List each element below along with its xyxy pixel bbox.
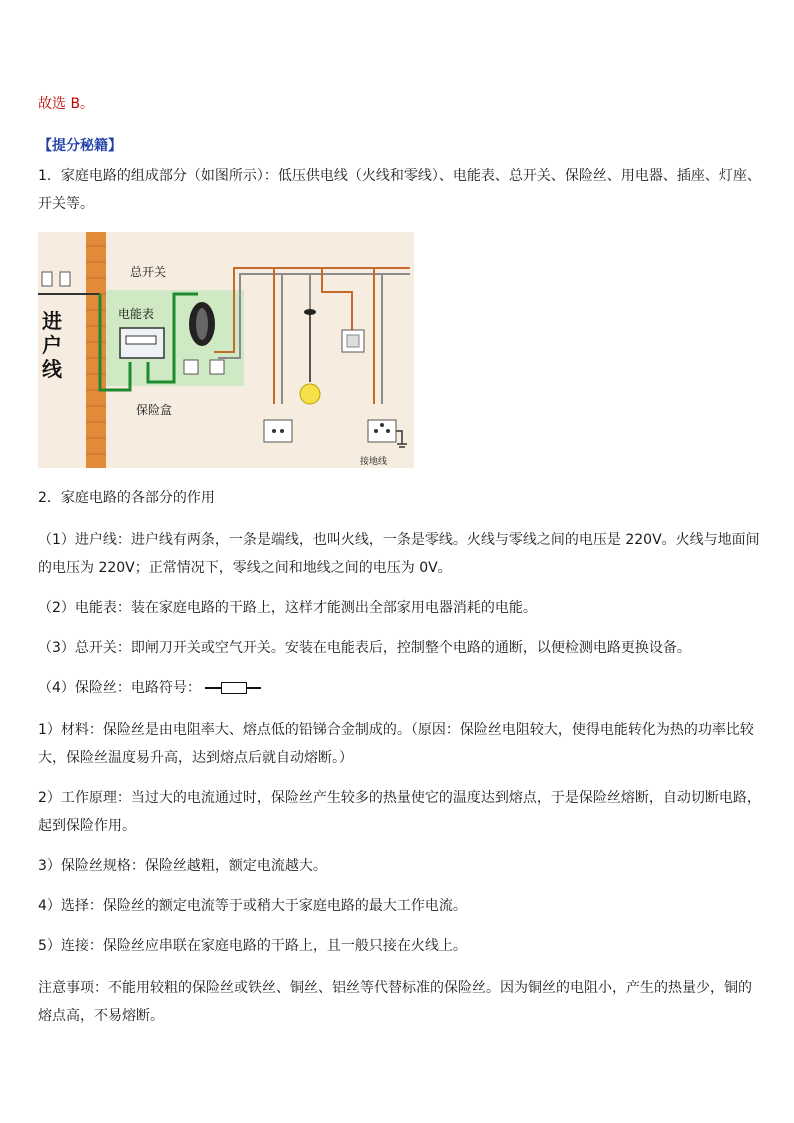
connect-text: 5）连接：保险丝应串联在家庭电路的干路上，且一般只接在火线上。 xyxy=(38,938,467,954)
point2-title: 2．家庭电路的各部分的作用 xyxy=(38,490,215,506)
label-ground: 接地线 xyxy=(360,456,388,466)
spec-text: 3）保险丝规格：保险丝越粗，额定电流越大。 xyxy=(38,858,327,874)
point1-line1: 1．家庭电路的组成部分（如图所示）：低压供电线（火线和零线）、电能表、总开关、保险丝、用电器、插座、灯座、 xyxy=(38,168,761,184)
label-entry-3: 线 xyxy=(42,359,62,381)
point1-line2: 开关等。 xyxy=(38,196,94,212)
label-main-switch: 总开关 xyxy=(130,265,167,279)
brick-wall xyxy=(86,232,106,468)
answer-text: 故选 B。 xyxy=(38,96,95,112)
fuse-box-2 xyxy=(210,360,224,374)
meter-text: （2）电能表：装在家庭电路的干路上，这样才能测出全部家用电器消耗的电能。 xyxy=(38,600,537,616)
principle-text-1: 2）工作原理：当过大的电流通过时，保险丝产生较多的热量使它的温度达到熔点，于是保险丝熔断，自动切断电路， xyxy=(38,790,761,806)
label-entry-2: 户 xyxy=(42,335,62,357)
material-text-2: 大，保险丝温度易升高，达到熔点后就自动熔断。） xyxy=(38,750,353,766)
label-meter: 电能表 xyxy=(118,307,155,321)
note-text-2: 熔点高，不易熔断。 xyxy=(38,1008,164,1024)
fuse-symbol-icon xyxy=(205,682,261,694)
choice-text: 4）选择：保险丝的额定电流等于或稍大于家庭电路的最大工作电流。 xyxy=(38,898,467,914)
material-text-1: 1）材料：保险丝是由电阻率大、熔点低的铅锑合金制成的。（原因：保险丝电阻较大，使得电能转化为热的功率比较 xyxy=(38,722,754,738)
section-title: 【提分秘籍】 xyxy=(38,138,122,154)
socket-1 xyxy=(264,420,292,442)
fuse-box-1 xyxy=(184,360,198,374)
main-switch-text: （3）总开关：即闸刀开关或空气开关。安装在电能表后，控制整个电路的通断，以便检测电路更换设备。 xyxy=(38,640,691,656)
label-fuse-box: 保险盒 xyxy=(136,403,173,417)
household-circuit-figure xyxy=(38,232,414,468)
note-text-1: 注意事项：不能用较粗的保险丝或铁丝、铜丝、铝丝等代替标准的保险丝。因为铜丝的电阻小，产生的热量少，铜的 xyxy=(38,980,752,996)
lamp-bulb xyxy=(300,384,320,404)
principle-text-2: 起到保险作用。 xyxy=(38,818,136,834)
fuse-text-line xyxy=(38,678,261,698)
entry-line-text-2: 的电压为 220V；正常情况下，零线之间和地线之间的电压为 0V。 xyxy=(38,560,452,576)
label-entry-1: 进 xyxy=(42,311,62,333)
fuse-text: （4）保险丝：电路符号： xyxy=(38,680,201,696)
entry-line-text-1: （1）进户线：进户线有两条，一条是端线，也叫火线，一条是零线。火线与零线之间的电压是 220V。火线与地面间 xyxy=(38,532,760,548)
circuit-diagram xyxy=(38,232,414,468)
